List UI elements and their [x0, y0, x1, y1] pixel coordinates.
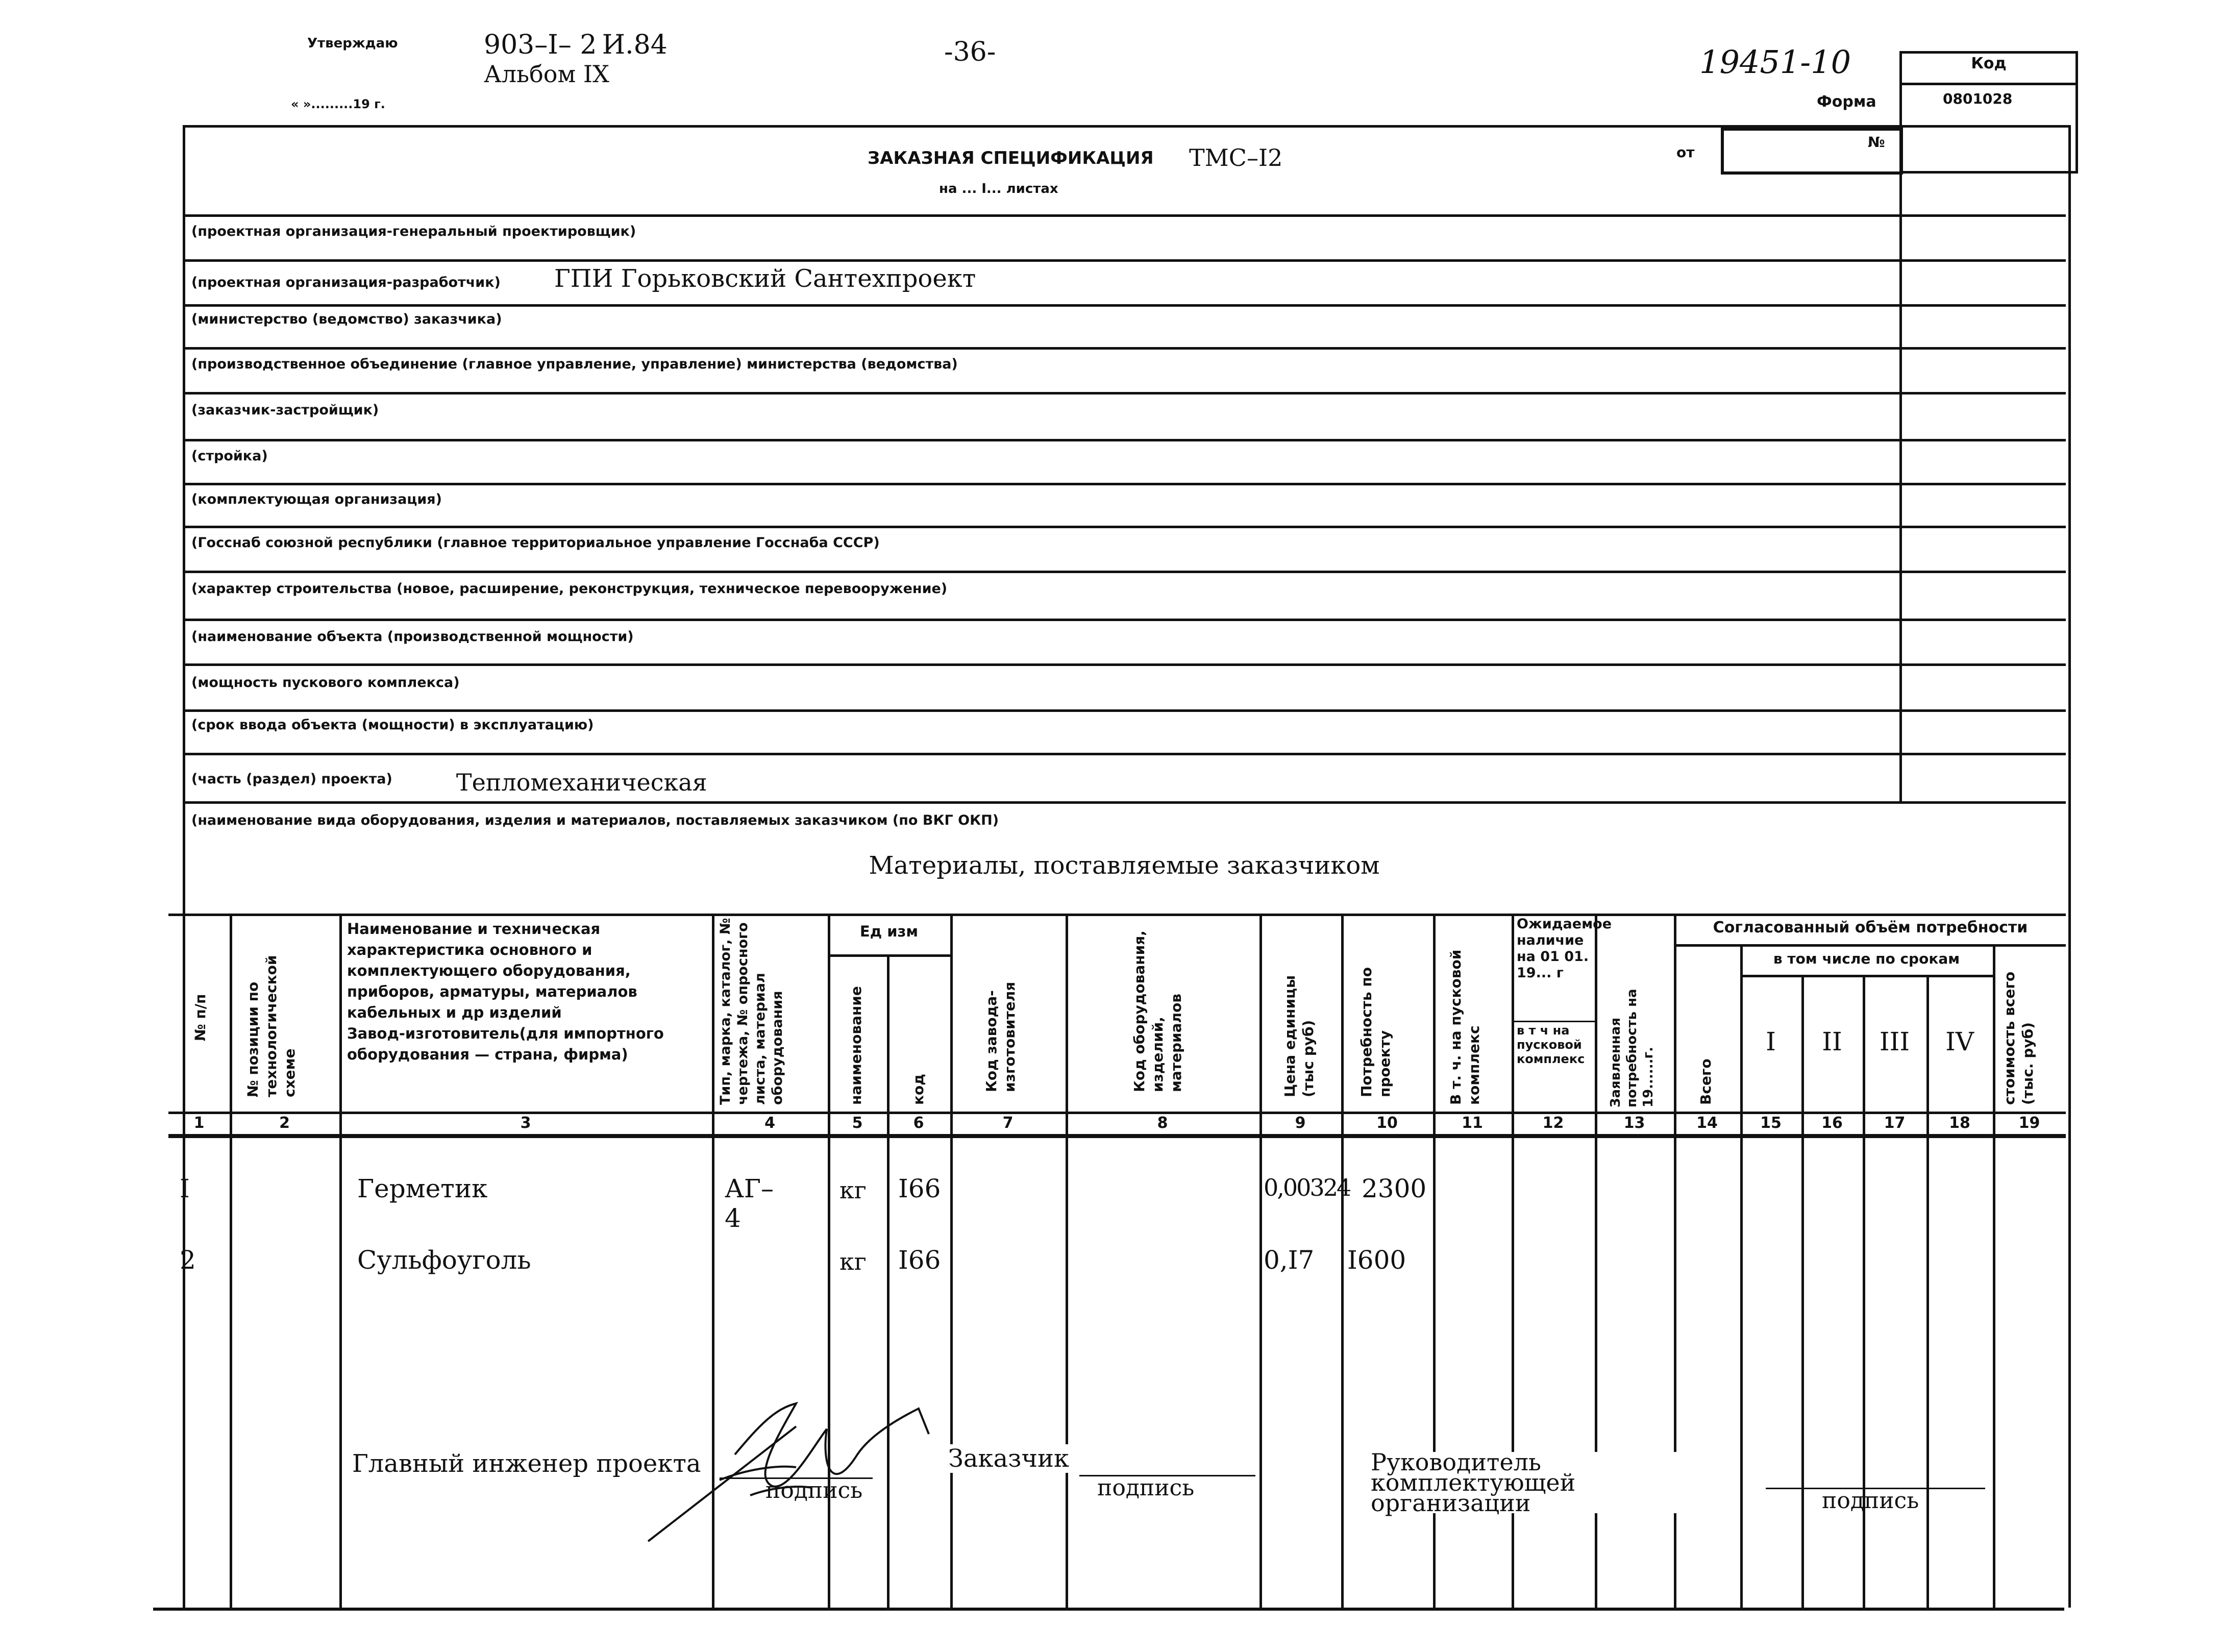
- col-number: 10: [1376, 1114, 1398, 1132]
- info-row-label: (наименование объекта (производственной мощности): [191, 629, 634, 645]
- col-header-3: Наименование и техническая характеристика основного и комплектующего оборудования, приборов, арматуры, материалов кабельных и др изделий Завод-изготовитель(для импортного оборудования — страна, фирма): [347, 920, 664, 1063]
- row-type: АГ–4: [725, 1174, 774, 1233]
- col-number: 19: [2018, 1114, 2040, 1132]
- row-number: 2: [180, 1245, 196, 1275]
- spec-title: ЗАКАЗНАЯ СПЕЦИФИКАЦИЯ: [868, 148, 1154, 168]
- info-row-4: [191, 402, 379, 418]
- row-price: 0,I7: [1264, 1245, 1315, 1275]
- row-code: I66: [898, 1174, 941, 1203]
- equipment-type-label: (наименование вида оборудования, изделия и материалов, поставляемых заказчиком (по ВКГ ОКП): [191, 812, 999, 828]
- row-need: I600: [1347, 1245, 1406, 1275]
- info-row-0: [191, 224, 636, 239]
- col-number: 9: [1295, 1114, 1306, 1132]
- col-header-19: стоимость всего (тыс. руб): [2001, 971, 2036, 1105]
- doc-code: 903–I– 2 И.84: [484, 30, 668, 60]
- row-need: 2300: [1362, 1174, 1427, 1203]
- col-number: 1: [193, 1114, 205, 1132]
- row-unit: кг: [839, 1248, 867, 1275]
- col-header-18: IV: [1945, 1027, 1974, 1056]
- col-header-12: Ожидаемое наличие на 01 01. 19... г: [1517, 916, 1612, 981]
- info-row-label: (проектная организация-генеральный проектировщик): [191, 224, 636, 239]
- info-row-9: [191, 629, 634, 645]
- col-header-11: В т. ч. на пусковой комплекс: [1447, 949, 1482, 1105]
- chief-engineer-label: Главный инженер проекта: [352, 1449, 701, 1478]
- row-unit: кг: [839, 1176, 867, 1204]
- col-number: 12: [1542, 1114, 1564, 1132]
- info-row-1: [191, 264, 976, 293]
- col-header-8: Код оборудования, изделий, материалов: [1131, 930, 1184, 1092]
- col-header-14: Всего: [1697, 1058, 1714, 1105]
- col-number: 3: [520, 1114, 531, 1132]
- chief-engineer-signature-caption: подпись: [765, 1477, 863, 1503]
- forma-label: Форма: [1817, 93, 1876, 111]
- handwritten-signature: [643, 1378, 939, 1546]
- form-id: ТМС–I2: [1189, 144, 1283, 171]
- info-row-2: [191, 311, 502, 327]
- col-header-15: I: [1766, 1027, 1776, 1056]
- info-row-5: [191, 448, 268, 464]
- terms-group-header: в том числе по срокам: [1773, 950, 1960, 967]
- col-number: 18: [1949, 1114, 1970, 1132]
- forma-code: 0801028: [1943, 90, 2013, 107]
- row-price: 0,00324: [1264, 1174, 1350, 1201]
- col-number: 5: [852, 1114, 863, 1132]
- ot-label: от: [1676, 144, 1695, 161]
- col-header-17: III: [1879, 1027, 1910, 1056]
- unit-group-header: Ед изм: [859, 923, 919, 940]
- row-number: I: [180, 1174, 190, 1203]
- col-number: 4: [764, 1114, 775, 1132]
- row-name: Сульфоуголь: [357, 1245, 531, 1275]
- info-row-7: [191, 535, 880, 551]
- equipment-type-value: Материалы, поставляемые заказчиком: [869, 851, 1380, 880]
- col-header-5: наименование: [848, 986, 864, 1105]
- info-row-10: [191, 675, 460, 691]
- info-row-11: [191, 717, 594, 733]
- customer-signature-caption: подпись: [1097, 1475, 1195, 1501]
- col-header-12b: в т ч на пусковой комплекс: [1517, 1023, 1585, 1066]
- row-name: Герметик: [357, 1174, 488, 1203]
- date-line: « ».........19 г.: [291, 97, 385, 111]
- col-number: 6: [913, 1114, 924, 1132]
- info-row-8: [191, 581, 947, 597]
- info-row-label: (срок ввода объекта (мощности) в эксплуатацию): [191, 717, 594, 733]
- head-org-label: Руководитель комплектующей организации: [1371, 1452, 1738, 1513]
- info-row-3: [191, 356, 958, 372]
- info-row-label: (заказчик-застройщик): [191, 402, 379, 418]
- col-header-7: Код завода-изготовителя: [983, 981, 1018, 1092]
- col-header-4: Тип, марка, каталог, № чертежа, № опросного листа, материал оборудования: [718, 918, 785, 1105]
- info-row-label: (производственное объединение (главное управление, управление) министерства (ведомства): [191, 356, 958, 372]
- col-header-9: Цена единицы (тыс руб): [1281, 975, 1317, 1097]
- info-row-value: Тепломеханическая: [456, 769, 707, 796]
- col-number: 13: [1623, 1114, 1645, 1132]
- col-header-10: Потребность по проекту: [1358, 967, 1393, 1097]
- info-row-label: (мощность пускового комплекса): [191, 675, 460, 691]
- album-label: Альбом IX: [484, 60, 609, 88]
- col-number: 11: [1462, 1114, 1483, 1132]
- col-number: 16: [1821, 1114, 1843, 1132]
- col-number: 8: [1157, 1114, 1168, 1132]
- col-header-16: II: [1822, 1027, 1842, 1056]
- head-org-signature-caption: подпись: [1822, 1488, 1919, 1514]
- col-header-1: № п/п: [192, 994, 209, 1041]
- info-row-label: (министерство (ведомство) заказчика): [191, 311, 502, 327]
- info-row-label: (часть (раздел) проекта): [191, 771, 392, 787]
- info-row-label: (проектная организация-разработчик): [191, 275, 501, 290]
- col-number: 2: [279, 1114, 290, 1132]
- col-number: 14: [1696, 1114, 1718, 1132]
- customer-label: Заказчик: [948, 1444, 1070, 1473]
- info-row-label: (комплектующая организация): [191, 491, 442, 507]
- handwritten-number: 19451-10: [1699, 43, 1851, 81]
- info-row-value: ГПИ Горьковский Сантехпроект: [554, 264, 976, 293]
- info-row-12: [191, 761, 707, 796]
- info-row-label: (Госснаб союзной республики (главное территориальное управление Госснаба СССР): [191, 535, 880, 551]
- info-row-label: (стройка): [191, 448, 268, 464]
- info-row-6: [191, 491, 442, 507]
- no-label: №: [1868, 134, 1885, 151]
- col-number: 15: [1760, 1114, 1782, 1132]
- info-row-label: (характер строительства (новое, расширение, реконструкция, техническое перевооружение): [191, 581, 948, 597]
- page-number: -36-: [944, 37, 996, 67]
- row-code: I66: [898, 1245, 941, 1275]
- col-header-6: код: [910, 1074, 927, 1105]
- kod-label: Код: [1971, 55, 2007, 72]
- sheets-label: на ... I... листах: [939, 181, 1058, 196]
- col-number: 17: [1884, 1114, 1906, 1132]
- col-number: 7: [1002, 1114, 1014, 1132]
- approve-label: Утверждаю: [307, 36, 398, 51]
- col-header-13: Заявленная потребность на 19......г.: [1608, 989, 1656, 1107]
- agreed-group-header: Согласованный объём потребности: [1713, 919, 2028, 936]
- col-header-2: № позиции по технологической схеме: [244, 955, 298, 1097]
